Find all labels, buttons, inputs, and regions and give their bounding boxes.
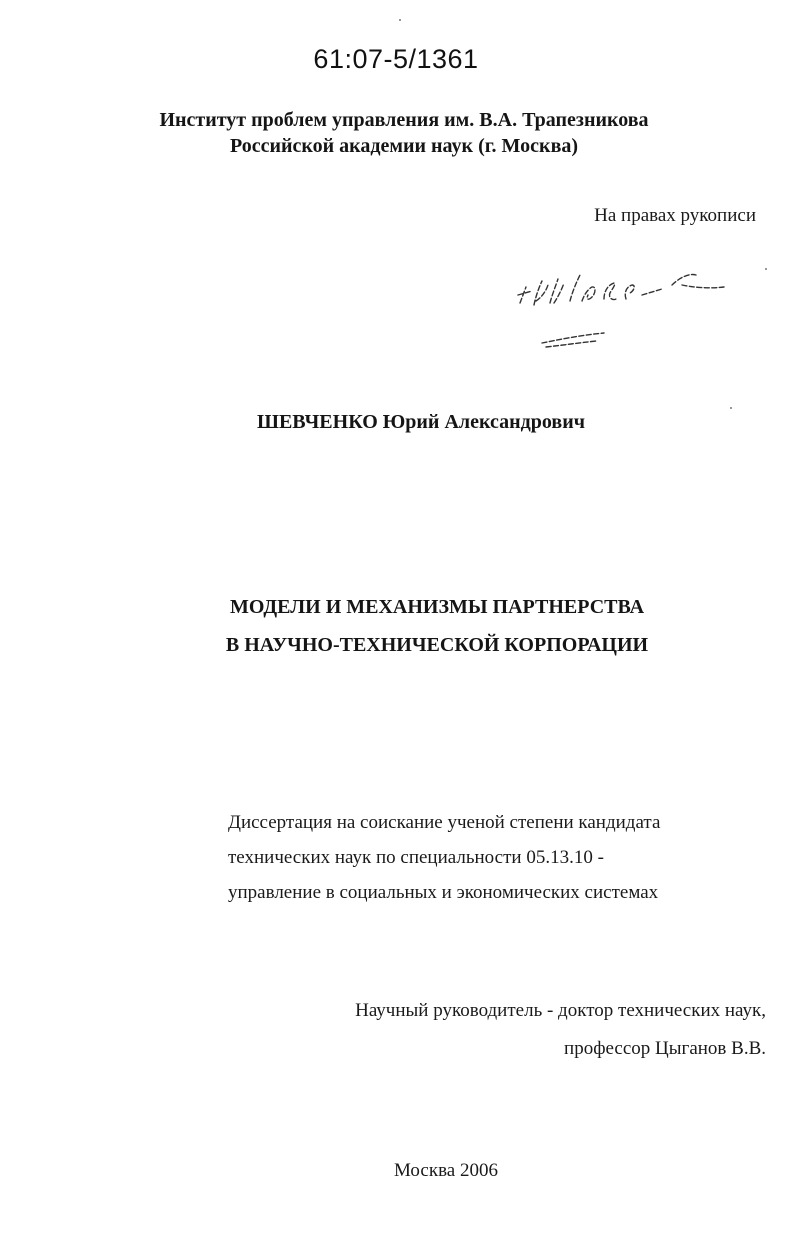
archive-code <box>0 44 796 75</box>
institution-line-1: Институт проблем управления им. В.А. Трапезникова <box>159 109 649 131</box>
scan-speck <box>399 19 401 21</box>
institution-block <box>0 107 796 159</box>
dissertation-line-3: управление в социальных и экономических системах <box>228 882 659 903</box>
supervisor-block <box>355 992 766 1068</box>
author-name <box>0 411 796 434</box>
author-name-text: ШЕВЧЕНКО Юрий Александрович <box>256 411 586 433</box>
dissertation-line-1: Диссертация на соискание ученой степени кандидата <box>228 812 661 833</box>
place-year-text: Москва 2006 <box>394 1160 498 1181</box>
supervisor-line-2: профессор Цыганов В.В. <box>564 1038 766 1059</box>
archive-code-text: 61:07-5/1361 <box>313 44 479 74</box>
dissertation-line-2: технических наук по специальности 05.13.10 - <box>228 847 604 868</box>
title-line-2: В НАУЧНО-ТЕХНИЧЕСКОЙ КОРПОРАЦИИ <box>225 634 649 656</box>
dissertation-title <box>0 588 796 664</box>
title-line-1: МОДЕЛИ И МЕХАНИЗМЫ ПАРТНЕРСТВА <box>229 596 645 618</box>
place-year <box>0 1160 796 1182</box>
handwritten-signature <box>512 255 742 355</box>
supervisor-line-1: Научный руководитель - доктор технических наук, <box>355 1000 766 1021</box>
scan-speck <box>730 407 732 409</box>
scan-speck <box>765 268 767 270</box>
rights-note: На правах рукописи <box>594 205 756 226</box>
dissertation-description <box>228 805 660 910</box>
institution-line-2: Российской академии наук (г. Москва) <box>229 135 579 157</box>
